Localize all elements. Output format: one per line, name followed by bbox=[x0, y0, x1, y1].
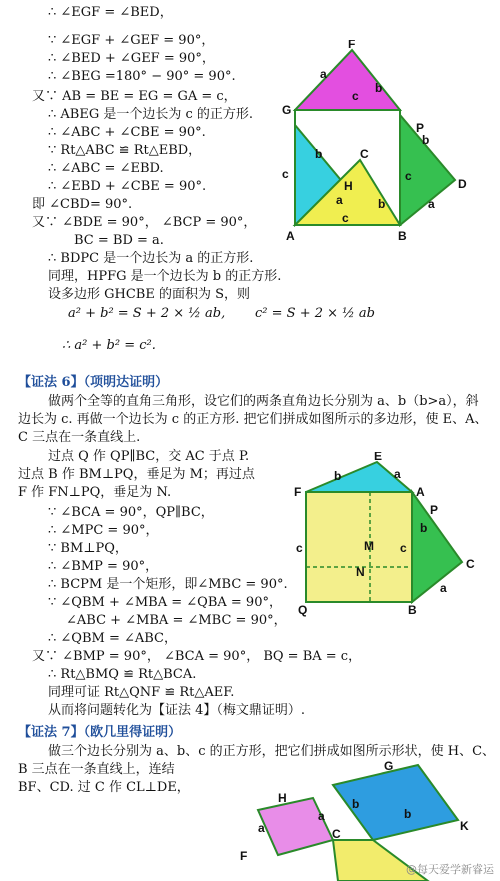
proof6-line-9: ∵ ∠QBM + ∠MBA = ∠QBA = 90°， bbox=[48, 595, 282, 610]
proof5-line-5: 又∵ AB = BE = EG = GA = c， bbox=[32, 89, 237, 104]
proof5-line-13: BC = BD = a. bbox=[74, 233, 164, 248]
proof6-line-4: ∵ ∠BCA = 90°，QP∥BC， bbox=[48, 505, 214, 520]
proof5-line-6: ∴ ABEG 是一个边长为 c 的正方形. bbox=[48, 107, 254, 122]
formula-area-sum: a² + b² = S + 2 × ½ ab, bbox=[68, 306, 226, 321]
label-c1: c bbox=[296, 541, 303, 555]
proof6-line-6: ∵ BM⊥PQ， bbox=[48, 541, 128, 556]
label-A: A bbox=[416, 485, 425, 499]
label-c2: c bbox=[400, 541, 407, 555]
proof5-line-3: ∴ ∠BED + ∠GEF = 90°， bbox=[48, 51, 215, 66]
label-c1: c bbox=[352, 89, 359, 103]
proof6-intro-2: 边长为 c. 再做一个边长为 c 的正方形. 把它们拼成如图所示的多边形，使 E、A、 bbox=[18, 412, 488, 427]
proof5-line-2: ∵ ∠EGF + ∠GEF = 90°， bbox=[48, 33, 215, 48]
label-B: B bbox=[398, 229, 407, 243]
label-P: P bbox=[430, 503, 439, 517]
label-b2: b bbox=[315, 147, 323, 161]
watermark: @每天爱学新睿运 bbox=[406, 863, 494, 876]
label-a2: a bbox=[428, 197, 435, 211]
label-a1: a bbox=[258, 821, 265, 835]
proof5-line-4: ∴ ∠BEG =180° − 90° = 90°. bbox=[48, 69, 236, 84]
label-G: G bbox=[282, 103, 292, 117]
label-H: H bbox=[278, 791, 287, 805]
proof6-line-12: 又∵ ∠BMP = 90°， ∠BCA = 90°， BQ = BA = c， bbox=[32, 649, 362, 664]
proof6-line-11: ∴ ∠QBM = ∠ABC， bbox=[48, 631, 177, 646]
proof5-line-11: 即 ∠CBD= 90°. bbox=[32, 197, 133, 212]
proof5-line-9: ∴ ∠ABC = ∠EBD. bbox=[48, 161, 164, 176]
label-C: C bbox=[332, 827, 341, 841]
label-b2: b bbox=[420, 521, 428, 535]
proof6-intro-3: C 三点在一条直线上. bbox=[18, 430, 141, 445]
proof5-line-7: ∴ ∠ABC + ∠CBE = 90°. bbox=[48, 125, 206, 140]
proof7-intro-3: BF、CD. 过 C 作 CL⊥DE， bbox=[18, 780, 190, 795]
figure-proof6 bbox=[292, 452, 492, 622]
proof6-intro-1: 做两个全等的直角三角形，设它们的两条直角边长分别为 a、b（b>a），斜 bbox=[48, 394, 479, 409]
proof6-line-8: ∴ BCPM 是一个矩形，即∠MBC = 90°. bbox=[48, 577, 288, 592]
proof5-line-16: 设多边形 GHCBE 的面积为 S，则 bbox=[48, 287, 251, 302]
formula-conclusion: ∴ a² + b² = c². bbox=[62, 338, 156, 353]
label-N: N bbox=[356, 565, 365, 579]
label-F: F bbox=[240, 849, 248, 863]
proof6-line-10: ∠ABC + ∠MBA = ∠MBC = 90°， bbox=[66, 613, 287, 628]
label-b1: b bbox=[375, 81, 383, 95]
proof6-line-13: ∴ Rt△BMQ ≌ Rt△BCA. bbox=[48, 667, 197, 682]
label-E: E bbox=[374, 452, 383, 463]
label-c2: c bbox=[282, 167, 289, 181]
proof5-line-12: 又∵ ∠BDE = 90°， ∠BCP = 90°， bbox=[32, 215, 257, 230]
proof5-line-14: ∴ BDPC 是一个边长为 a 的正方形. bbox=[48, 251, 254, 266]
label-a3: a bbox=[336, 193, 343, 207]
label-D: D bbox=[458, 177, 467, 191]
label-F: F bbox=[294, 485, 302, 499]
label-a2: a bbox=[318, 809, 325, 823]
label-c3: c bbox=[405, 169, 412, 183]
label-G: G bbox=[384, 760, 394, 773]
label-F: F bbox=[348, 40, 356, 51]
label-a1: a bbox=[394, 467, 401, 481]
label-b1: b bbox=[334, 469, 342, 483]
label-C: C bbox=[360, 147, 369, 161]
label-b1: b bbox=[352, 797, 360, 811]
formula-c-squared: c² = S + 2 × ½ ab bbox=[255, 306, 375, 321]
proof6-line-2: 过点 B 作 BM⊥PQ，垂足为 M；再过点 bbox=[18, 467, 255, 482]
proof5-line-15: 同理，HPFG 是一个边长为 b 的正方形. bbox=[48, 269, 282, 284]
label-b2: b bbox=[404, 807, 412, 821]
proof6-line-1: 过点 Q 作 QP∥BC，交 AC 于点 P. bbox=[48, 449, 250, 464]
proof6-line-7: ∴ ∠BMP = 90°， bbox=[48, 559, 159, 574]
label-c4: c bbox=[342, 211, 349, 225]
label-b4: b bbox=[378, 197, 386, 211]
label-a2: a bbox=[440, 581, 447, 595]
label-Q: Q bbox=[298, 603, 308, 617]
proof6-line-5: ∴ ∠MPC = 90°， bbox=[48, 523, 159, 538]
proof7-title: 【证法 7】（欧几里得证明） bbox=[18, 725, 182, 740]
label-C: C bbox=[466, 557, 475, 571]
proof7-intro-2: B 三点在一条直线上，连结 bbox=[18, 762, 175, 777]
proof5-line-1: ∴ ∠EGF = ∠BED， bbox=[48, 5, 173, 20]
label-A: A bbox=[286, 229, 295, 243]
proof5-line-10: ∴ ∠EBD + ∠CBE = 90°. bbox=[48, 179, 207, 194]
proof6-line-14: 同理可证 Rt△QNF ≌ Rt△AEF. bbox=[48, 685, 235, 700]
proof7-intro-1: 做三个边长分别为 a、b、c 的正方形，把它们拼成如图所示形状，使 H、C、 bbox=[48, 744, 496, 759]
proof6-line-15: 从而将问题转化为【证法 4】（梅文鼎证明）. bbox=[48, 703, 306, 718]
label-a1: a bbox=[320, 67, 327, 81]
proof6-title: 【证法 6】（项明达证明） bbox=[18, 375, 169, 390]
label-K: K bbox=[460, 819, 469, 833]
label-P: P bbox=[416, 121, 425, 135]
proof5-line-8: ∵ Rt△ABC ≌ Rt△EBD， bbox=[48, 143, 202, 158]
label-B: B bbox=[408, 603, 417, 617]
proof6-line-3: F 作 FN⊥PQ，垂足为 N. bbox=[18, 485, 172, 500]
label-b3: b bbox=[422, 133, 430, 147]
figure-proof5 bbox=[280, 40, 480, 250]
label-M: M bbox=[364, 539, 374, 553]
label-H: H bbox=[344, 179, 353, 193]
